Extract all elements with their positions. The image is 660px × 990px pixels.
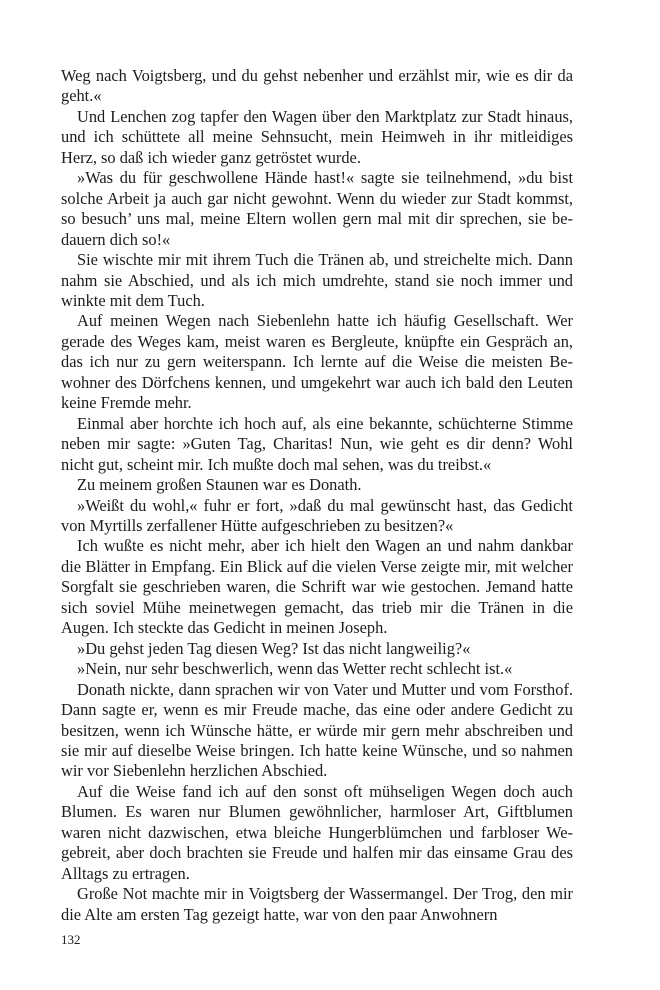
paragraph: Ich wußte es nicht mehr, aber ich hielt den Wagen an und nahm dankbar die Blätter in Empfang. Ein Blick auf die vielen Verse zeigte mir, mit welcher Sorgfalt sie geschrieben waren, die Schrift war wie gestochen. Jemand hatte sich soviel Mühe meinetwegen gemacht, das trieb mir die Tränen in die Augen. Ich steckte das Gedicht in meinen Joseph.	[61, 536, 573, 638]
paragraph: »Weißt du wohl,« fuhr er fort, »daß du mal gewünscht hast, das Gedicht von Myrtills zerfallener Hütte aufgeschrieben zu besitzen?«	[61, 495, 573, 535]
paragraph: Einmal aber horchte ich hoch auf, als eine bekannte, schüchterne Stimme neben mir sagte: »Guten Tag, Charitas! Nun, wie geht es dir denn? Wohl nicht gut, scheint mir. Ich mußte doch mal sehen, was du treibst.«	[61, 413, 573, 474]
paragraph: Zu meinem großen Staunen war es Donath.	[77, 475, 362, 495]
paragraph: »Was du für geschwollene Hände hast!« sagte sie teilnehmend, »du bist solche Arbeit ja auch gar nicht gewohnt. Wenn du wieder zur Stadt kommst, so besuch’ uns mal, meine Eltern wollen gern mal mit dir sprechen, sie bedauern dich so!«	[61, 168, 573, 249]
paragraph: Auf meinen Wegen nach Siebenlehn hatte ich häufig Gesellschaft. Wer gerade des Weges kam, meist waren es Bergleute, knüpfte ein Gespräch an, das ich nur zu gern weiterspann. Ich lernte auf die Weise die meisten Bewohner des Dörfchens kennen, und umgekehrt war auch ich bald den Leuten keine Fremde mehr.	[61, 311, 573, 413]
paragraph: Sie wischte mir mit ihrem Tuch die Tränen ab, und streichelte mich. Dann nahm sie Abschied, und als ich mich umdrehte, stand sie noch immer und winkte mit dem Tuch.	[61, 250, 573, 310]
paragraph: Und Lenchen zog tapfer den Wagen über den Marktplatz zur Stadt hinaus, und ich schüttete all meine Sehnsucht, mein Heimweh in ihr mitleidiges Herz, so daß ich wieder ganz getröstet wurde.	[61, 106, 573, 167]
paragraph: Auf die Weise fand ich auf den sonst oft mühseligen Wegen doch auch Blumen. Es waren nur Blumen gewöhnlicher, harmloser Art, Giftblumen waren nicht dazwischen, etwa bleiche Hungerblümchen und farbloser Wegebreit, aber doch brachten sie Freude und halfen mir das einsame Grau des Alltags zu ertragen.	[61, 781, 573, 883]
paragraph: Weg nach Voigtsberg, und du gehst nebenher und erzählst mir, wie es dir da geht.«	[61, 66, 573, 106]
paragraph: Donath nickte, dann sprachen wir von Vater und Mutter und vom Forsthof. Dann sagte er, wenn es mir Freude mache, das eine oder andere Gedicht zu besitzen, wenn ich Wünsche hätte, er würde mir gern mehr abschreiben und sie mir auf dieselbe Weise bringen. Ich hatte keine Wünsche, und so nahmen wir vor Siebenlehn herzlichen Abschied.	[61, 679, 573, 781]
body-text	[61, 66, 573, 925]
page-number: 132	[61, 932, 81, 947]
paragraph: »Nein, nur sehr beschwerlich, wenn das Wetter recht schlecht ist.«	[77, 659, 513, 679]
paragraph: »Du gehst jeden Tag diesen Weg? Ist das nicht langweilig?«	[77, 638, 471, 658]
paragraph: Große Not machte mir in Voigtsberg der Wassermangel. Der Trog, den mir die Alte am ersten Tag gezeigt hatte, war von den paar Anwohnern	[61, 884, 573, 924]
